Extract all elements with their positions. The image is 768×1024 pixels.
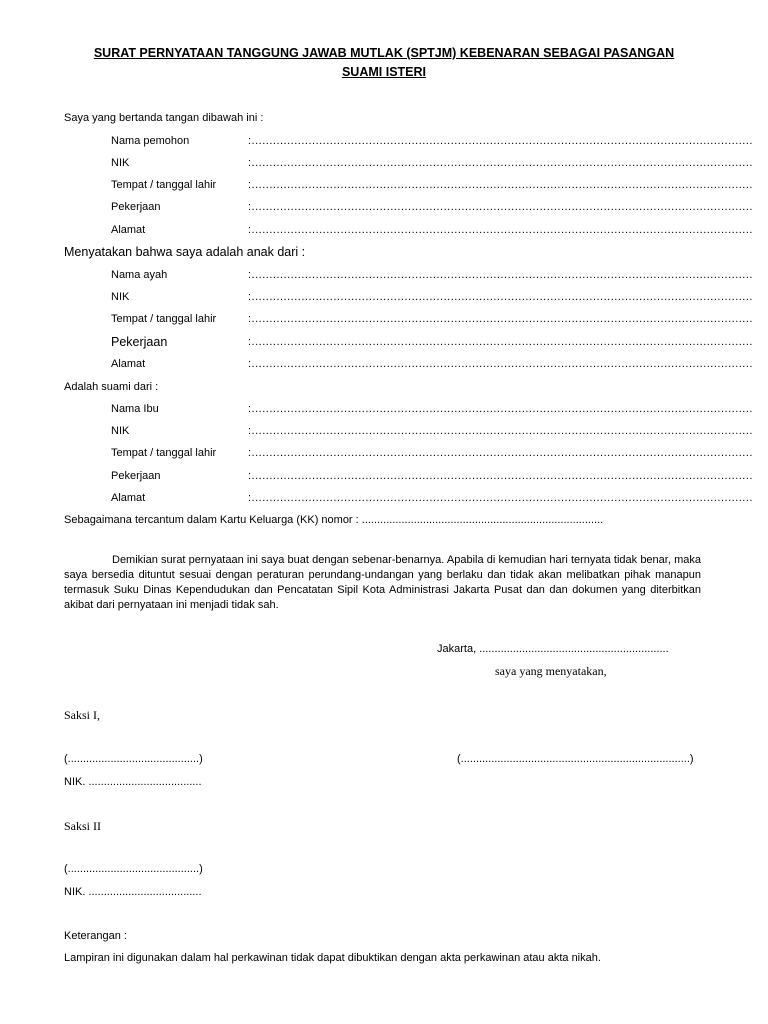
field-label-pekerjaan: Pekerjaan: [111, 201, 161, 213]
field-label-ttl: Tempat / tanggal lahir: [111, 313, 217, 325]
intro-text: Saya yang bertanda tangan dibawah ini :: [64, 112, 264, 124]
field-blank: :.............................................................................................................................................: [248, 403, 753, 415]
field-blank: :.............................................................................................................................................: [248, 313, 753, 325]
field-blank: :.............................................................................................................................................: [248, 492, 753, 504]
title-line-1: SURAT PERNYATAAN TANGGUNG JAWAB MUTLAK (SPTJM) KEBENARAN SEBAGAI PASANGAN: [93, 46, 675, 60]
field-label-ttl: Tempat / tanggal lahir: [111, 179, 217, 191]
field-label-alamat: Alamat: [111, 492, 146, 504]
field-blank: :.............................................................................................................................................: [248, 201, 753, 213]
field-label-alamat: Alamat: [111, 358, 146, 370]
field-blank: :.............................................................................................................................................: [248, 336, 753, 348]
declaration-paragraph: Demikian surat pernyataan ini saya buat dengan sebenar-benarnya. Apabila di kemudian hari ternyata tidak benar, maka saya bersedia dituntut sesuai dengan peraturan perundang-undangan yang berlaku dan tidak akan melibatkan pihak manapun termasuk Suku Dinas Kependudukan dan Pencatatan Sipil Kota Administrasi Jakarta Pusat dan dan dokumen yang diterbitkan akibat dari pernyataan ini menjadi tidak sah.: [64, 554, 701, 611]
field-blank: :.............................................................................................................................................: [248, 179, 753, 191]
field-blank: :.............................................................................................................................................: [248, 224, 753, 236]
field-label-ttl: Tempat / tanggal lahir: [111, 447, 217, 459]
field-label-nama-ayah: Nama ayah: [111, 269, 168, 281]
field-label-nama-ibu: Nama Ibu: [111, 403, 159, 415]
witness2-nik-line: NIK. .....................................: [64, 886, 202, 898]
witness1-nik-line: NIK. .....................................: [64, 776, 202, 788]
title-line-2: SUAMI ISTERI: [341, 65, 427, 79]
note-label: Keterangan :: [64, 930, 127, 942]
declarant-label: saya yang menyatakan,: [495, 664, 607, 678]
field-label-nik: NIK: [111, 425, 130, 437]
witness1-label: Saksi I,: [64, 708, 100, 722]
declarant-signature-line: (...........................................................................): [457, 753, 694, 765]
field-label-pekerjaan: Pekerjaan: [111, 335, 168, 349]
field-blank: :.............................................................................................................................................: [248, 358, 753, 370]
field-blank: :.............................................................................................................................................: [248, 447, 753, 459]
field-label-nama-pemohon: Nama pemohon: [111, 135, 190, 147]
place-date-line: Jakarta, ..............................................................: [437, 643, 669, 655]
field-blank: :.............................................................................................................................................: [248, 135, 753, 147]
section2-heading: Menyatakan bahwa saya adalah anak dari :: [64, 245, 306, 259]
field-blank: :.............................................................................................................................................: [248, 291, 753, 303]
witness2-signature-line: (...........................................): [64, 863, 203, 875]
field-label-alamat: Alamat: [111, 224, 146, 236]
kk-number-line: Sebagaimana tercantum dalam Kartu Keluarga (KK) nomor : ...............................................................................: [64, 514, 604, 526]
field-label-pekerjaan: Pekerjaan: [111, 470, 161, 482]
witness1-signature-line: (...........................................): [64, 753, 203, 765]
field-blank: :.............................................................................................................................................: [248, 157, 753, 169]
field-label-nik: NIK: [111, 291, 130, 303]
section3-heading: Adalah suami dari :: [64, 381, 159, 393]
field-blank: :.............................................................................................................................................: [248, 425, 753, 437]
field-blank: :.............................................................................................................................................: [248, 470, 753, 482]
document-title: [70, 44, 698, 82]
note-text: Lampiran ini digunakan dalam hal perkawinan tidak dapat dibuktikan dengan akta perkawinan atau akta nikah.: [64, 952, 601, 964]
field-label-nik: NIK: [111, 157, 130, 169]
witness2-label: Saksi II: [64, 819, 101, 833]
field-blank: :.............................................................................................................................................: [248, 269, 753, 281]
